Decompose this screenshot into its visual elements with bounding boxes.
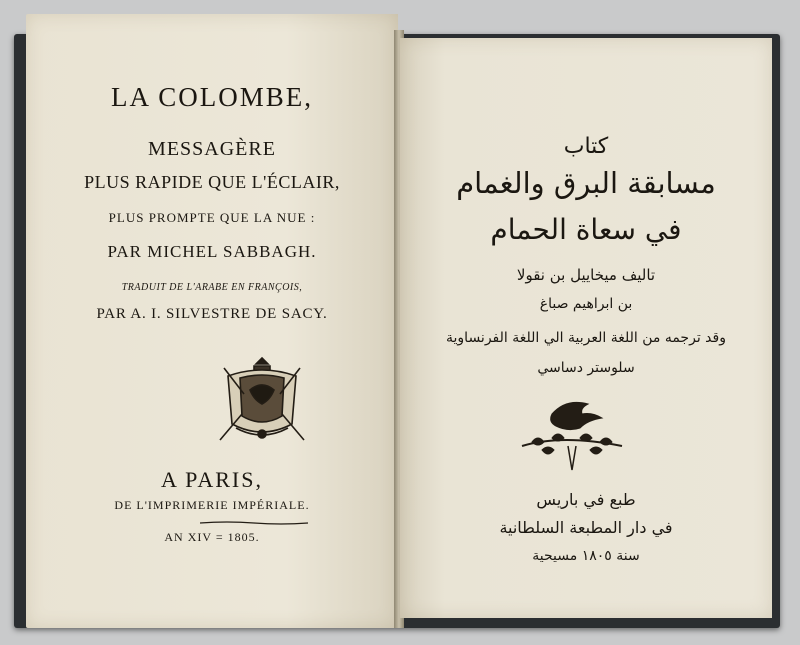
ornamental-rule — [200, 521, 308, 525]
arabic-translator-line: سلوستر دساسي — [537, 360, 635, 376]
arabic-imprint-press: في دار المطبعة السلطانية — [499, 518, 673, 537]
arabic-title-line-2: في سعاة الحمام — [490, 213, 682, 246]
imprint-press: DE L'IMPRIMERIE IMPÉRIALE. — [114, 498, 310, 512]
french-subtitle-2: PLUS RAPIDE QUE L'ÉCLAIR, — [84, 172, 340, 192]
french-title: LA COLOMBE, — [110, 82, 313, 112]
author-line: PAR MICHEL SABBAGH. — [107, 242, 317, 261]
arabic-title-line-1: مسابقة البرق والغمام — [456, 166, 716, 200]
left-title-page — [26, 14, 398, 628]
arabic-translation-line: وقد ترجمه من اللغة العربية الي اللغة الفرنساوية — [446, 330, 726, 346]
imprint-date: AN XIV = 1805. — [164, 530, 260, 544]
translation-note: TRADUIT DE L'ARABE EN FRANÇOIS, — [121, 282, 303, 293]
arabic-author-line-1: تاليف ميخاييل بن نقولا — [516, 266, 656, 284]
translator-line: PAR A. I. SILVESTRE DE SACY. — [96, 306, 328, 322]
arabic-line-1: كتاب — [563, 134, 609, 159]
arabic-author-line-2: بن ابراهيم صباغ — [539, 296, 633, 312]
arabic-imprint-date: سنة ١٨٠٥ مسيحية — [532, 548, 640, 564]
french-subtitle-3: PLUS PROMPTE QUE LA NUE : — [108, 210, 316, 225]
imperial-coat-of-arms-icon — [214, 354, 310, 446]
arabic-imprint-place: طبع في باريس — [536, 490, 636, 509]
right-title-page — [400, 38, 772, 618]
french-subtitle-1: MESSAGÈRE — [148, 138, 276, 160]
dove-with-olive-branch-icon — [512, 396, 632, 476]
imprint-place: A PARIS, — [160, 467, 263, 492]
